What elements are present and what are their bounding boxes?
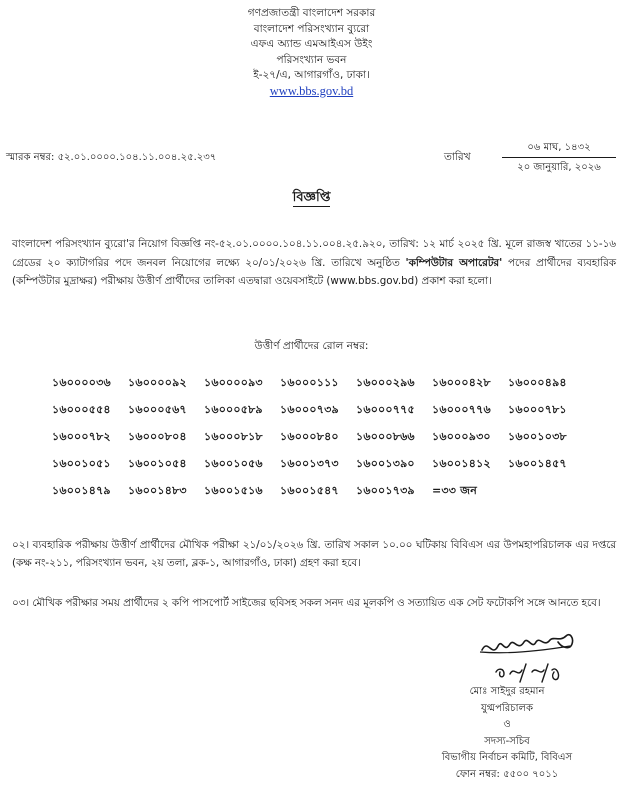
- roll-number: ১৬০০১০৩৮: [508, 430, 567, 443]
- memo-number: ৫২.০১.০০০০.১০৪.১১.০০৪.২৫.২৩৭: [57, 152, 217, 163]
- roll-row: [52, 374, 612, 401]
- notice-title: [0, 188, 623, 209]
- roll-number: ১৬০০০৮১৮: [204, 430, 263, 443]
- roll-number: ১৬০০০৭৮১: [508, 403, 567, 416]
- roll-number: ১৬০০০৫৬৭: [128, 403, 187, 416]
- handwritten-signature: [474, 628, 584, 686]
- building-name: পরিসংখ্যান ভবন: [276, 53, 347, 66]
- roll-number: ১৬০০১৫৪৭: [280, 484, 339, 497]
- roll-number: ১৬০০০৭৭৬: [432, 403, 491, 416]
- roll-number: ১৬০০১০৫৬: [204, 457, 263, 470]
- govt-name: গণপ্রজাতন্ত্রী বাংলাদেশ সরকার: [247, 7, 376, 19]
- signatory-role: সদস্য-সচিব: [484, 735, 530, 747]
- roll-number: ১৬০০০৮৬৬: [356, 430, 415, 443]
- memo-label: স্মারক নম্বর:: [6, 152, 55, 163]
- bangla-date: ০৬ মাঘ, ১৪৩২: [527, 142, 591, 153]
- signatory-designation: যুগ্মপরিচালক: [481, 702, 533, 714]
- total-count: =৩৩ জন: [432, 484, 477, 497]
- roll-number: ১৬০০০৫৫৪: [52, 403, 111, 416]
- viva-schedule-paragraph: ০২। ব্যবহারিক পরীক্ষায় উত্তীর্ণ প্রার্থীদের মৌখিক পরীক্ষা ২১/০১/২০২৬ খ্রি. তারিখ সকাল ১০.০০ ঘটিকায় বিবিএস এর উপমহাপরিচালক এর দপ্তরে (কক্ষ নং-২১১, পরিসংখ্যান ভবন, ২য় তলা, ব্লক-১, আগারগাঁও, ঢাকা) গ্রহণ করা হবে।: [12, 539, 616, 569]
- roll-number: ১৬০০০০৯২: [128, 376, 187, 389]
- signatory-committee: বিভাগীয় নির্বাচন কমিটি, বিবিএস: [441, 752, 573, 763]
- roll-row: [52, 428, 612, 455]
- roll-row: [52, 401, 612, 428]
- signatory-phone: ফোন নম্বর: ৫৫০০ ৭০১১: [455, 768, 559, 780]
- roll-row: [52, 482, 612, 509]
- roll-number: ১৬০০০৫৮৯: [204, 403, 263, 416]
- roll-number: ১৬০০১০৫১: [52, 457, 111, 470]
- roll-number: ১৬০০১৩৭৩: [280, 457, 339, 470]
- roll-list-heading: উত্তীর্ণ প্রার্থীদের রোল নম্বর:: [254, 340, 369, 352]
- post-name: 'কম্পিউটার অপারেটর': [405, 256, 503, 269]
- date-block: [502, 140, 616, 175]
- roll-number: ১৬০০০৭৭৫: [356, 403, 415, 416]
- documents-instruction-paragraph: ০৩। মৌখিক পরীক্ষার সময় প্রার্থীদের ২ কপি পাসপোর্ট সাইজের ছবিসহ সকল সনদ এর মূলকপি ও সত্যায়িত এক সেট ফটোকপি সঙ্গে আনতে হবে।: [12, 597, 601, 609]
- roll-number: ১৬০০০০৩৬: [52, 376, 111, 389]
- roll-number: ১৬০০০৮৪০: [280, 430, 339, 443]
- roll-number: ১৬০০১৪১২: [432, 457, 491, 470]
- roll-number: ১৬০০১৪৫৭: [508, 457, 567, 470]
- bureau-name: বাংলাদেশ পরিসংখ্যান ব্যুরো: [253, 22, 370, 35]
- gregorian-date: ২০ জানুয়ারি, ২০২৬: [517, 162, 601, 173]
- date-divider: [502, 157, 616, 158]
- roll-number: ১৬০০১৩৯০: [356, 457, 415, 470]
- roll-number: ১৬০০১০৫৪: [128, 457, 187, 470]
- notice-body: [12, 235, 616, 291]
- address: ই-২৭/এ, আগারগাঁও, ঢাকা।: [253, 69, 370, 81]
- roll-number: ১৬০০০৪৯৪: [508, 376, 567, 389]
- body-part-2: পদের প্রার্থীদের ব্যবহারিক (কম্পিউটার মুদ্রাক্ষর) পরীক্ষায় উত্তীর্ণ প্রার্থীদের তালিকা এতদ্বারা ওয়েবসাইটে (www.bbs.gov.bd) প্রকাশ করা হলো।: [12, 256, 616, 287]
- website-link[interactable]: www.bbs.gov.bd: [269, 83, 354, 98]
- roll-number: ১৬০০০৮০৪: [128, 430, 187, 443]
- roll-row: [52, 455, 612, 482]
- notice-title-text: বিজ্ঞপ্তি: [292, 190, 331, 205]
- roll-number: ১৬০০০৯৩০: [432, 430, 491, 443]
- date-label: তারিখ: [444, 151, 471, 163]
- roll-number: ১৬০০০১১১: [280, 376, 339, 389]
- roll-number: ১৬০০০৭৩৯: [280, 403, 339, 416]
- roll-number: ১৬০০১৪৮৩: [128, 484, 187, 497]
- roll-number-grid: [52, 374, 612, 509]
- office-header: [0, 6, 623, 99]
- signatory-block: [394, 684, 620, 783]
- roll-number: ১৬০০০০৯৩: [204, 376, 263, 389]
- wing-name: এফএ অ্যান্ড এমআইএস উইং: [250, 38, 373, 50]
- memo-number-line: [6, 150, 216, 167]
- signatory-name: মোঃ সাইদুর রহমান: [469, 686, 545, 697]
- roll-number: ১৬০০১৭৩৯: [356, 484, 415, 497]
- body-part-1: বাংলাদেশ পরিসংখ্যান ব্যুরো'র নিয়োগ বিজ্ঞপ্তি নং-৫২.০১.০০০০.১০৪.১১.০০৪.২৫.৯২০, তারিখ: ১২ মার্চ ২০২৫ খ্রি. মূলে রাজস্ব খাতের ১১-১৬ গ্রেডের ২০ ক্যাটাগরির পদে জনবল নিয়োগের লক্ষ্যে ২০/০১/২০২৬ খ্রি. তারিখে অনুষ্ঠিত: [12, 238, 616, 269]
- roll-number: ১৬০০১৪৭৯: [52, 484, 111, 497]
- roll-number: ১৬০০০২৯৬: [356, 376, 415, 389]
- roll-number: ১৬০০০৭৮২: [52, 430, 111, 443]
- roll-number: ১৬০০০৪২৮: [432, 376, 491, 389]
- signatory-and: ও: [503, 719, 511, 730]
- roll-number: ১৬০০১৫১৬: [204, 484, 263, 497]
